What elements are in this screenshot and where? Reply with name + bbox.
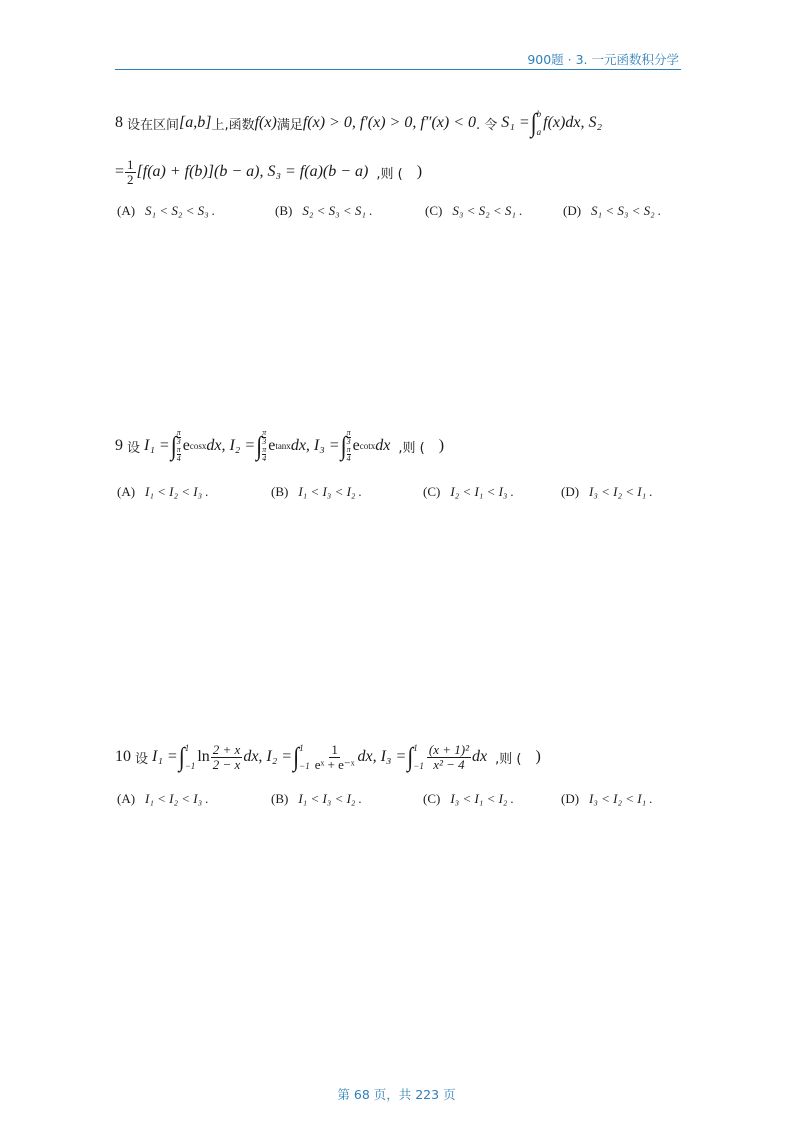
limit-den: 4 [262, 454, 267, 463]
q10-i2-tail: dx, I₃ = [357, 748, 407, 765]
q8-line-2 [115, 155, 422, 189]
integral-sign-icon: ∫ [178, 741, 185, 772]
limit-upper: 1 [184, 743, 190, 753]
q8-integral-limits [537, 109, 542, 137]
q10-options [115, 791, 695, 811]
q9-limits-2 [262, 429, 266, 463]
q8-integral [531, 109, 543, 137]
option-text: S₁ < S₂ < S₃ . [145, 203, 216, 218]
q10-limits-3 [413, 743, 424, 771]
q8-option-c[interactable] [425, 203, 522, 219]
limit-num: π [262, 428, 267, 437]
q9-i2-e: e [268, 437, 276, 454]
q10-ln: ln [197, 748, 210, 765]
q9-lower-1 [177, 446, 181, 463]
integral-sign-icon: ∫ [530, 107, 537, 138]
q10-intro: 设 [135, 751, 149, 767]
q9-integral-3 [341, 429, 352, 463]
q9-i2-tail: dx, I₃ = [290, 437, 340, 454]
q8-lower-limit: a [536, 127, 542, 137]
q9-option-a[interactable] [117, 484, 209, 500]
q9-option-b[interactable] [271, 484, 362, 500]
option-label: (D) [561, 791, 580, 806]
q10-i1: I₁ = [152, 748, 178, 765]
q10-i3-fraction [427, 743, 471, 772]
q10-number: 10 [115, 748, 131, 765]
q8-satisfy: 满足 [276, 117, 303, 133]
q9-i2-exp: tanx [275, 441, 291, 451]
integral-sign-icon: ∫ [340, 430, 347, 461]
header-title: 900题 · 3. 一元函数积分学 [527, 52, 679, 67]
q8-frac-denominator: 2 [127, 171, 134, 187]
q9-intro: 设 [127, 440, 141, 456]
q9-i1-e: e [182, 437, 190, 454]
option-text: I₁ < I₂ < I₃ . [145, 484, 209, 499]
option-text: I₁ < I₂ < I₃ . [145, 791, 209, 806]
limit-lower: −1 [413, 761, 424, 771]
q8-option-a[interactable] [117, 203, 215, 219]
frac-numerator: 1 [331, 741, 338, 757]
limit-lower: −1 [299, 761, 310, 771]
frac-denominator: 2 − x [212, 756, 241, 772]
limit-den: 4 [346, 454, 351, 463]
q8-tail-close: ) [416, 163, 423, 180]
limit-den: 4 [176, 454, 181, 463]
q8-upper-limit: b [536, 109, 542, 119]
q9-upper-2 [262, 429, 266, 446]
q9-upper-1 [177, 429, 181, 446]
limit-den: 3 [262, 437, 267, 446]
q10-integral-1 [179, 743, 197, 771]
option-text: I₁ < I₃ < I₂ . [298, 484, 362, 499]
q9-i3-exp: cotx [359, 441, 376, 451]
q8-line2-body: [f(a) + f(b)](b − a), S₃ = f(a)(b − a) [136, 163, 369, 180]
integral-sign-icon: ∫ [170, 430, 177, 461]
q9-tail: ,则 ( [398, 440, 425, 456]
q8-frac-numerator: 1 [127, 156, 134, 172]
q8-let: . 令 [476, 117, 498, 133]
q10-line-1 [115, 737, 541, 777]
q9-limits-1 [177, 429, 181, 463]
q9-i3-e: e [352, 437, 360, 454]
q10-integral-2 [293, 743, 311, 771]
q9-i3-tail: dx [375, 437, 391, 454]
option-label: (A) [117, 203, 136, 218]
option-label: (C) [423, 791, 441, 806]
limit-num: π [176, 428, 181, 437]
page-number: 第 68 页，共 223 页 [337, 1087, 456, 1102]
q8-s1: S₁ = [501, 114, 530, 131]
q8-option-b[interactable] [275, 203, 372, 219]
page-header [115, 50, 681, 70]
limit-num: π [262, 445, 267, 454]
frac-denominator: eˣ + e⁻ˣ [314, 756, 355, 772]
option-label: (D) [561, 484, 580, 499]
q9-option-d[interactable] [561, 484, 653, 500]
limit-upper: 1 [299, 743, 304, 753]
limit-num: π [176, 445, 181, 454]
option-label: (C) [425, 203, 443, 218]
q9-line-1 [115, 424, 444, 468]
q9-tail-close: ) [438, 437, 445, 454]
frac-numerator: 2 + x [212, 741, 241, 757]
q9-option-c[interactable] [423, 484, 514, 500]
option-text: I₃ < I₂ < I₁ . [589, 791, 653, 806]
option-text: I₃ < I₂ < I₁ . [589, 484, 653, 499]
limit-den: 3 [346, 437, 351, 446]
limit-den: 3 [176, 437, 181, 446]
option-label: (A) [117, 791, 136, 806]
q9-i1-exp: cosx [189, 441, 207, 451]
q10-limits-1 [185, 743, 196, 771]
q8-f: f(x) [254, 114, 277, 131]
q9-lower-3 [347, 446, 351, 463]
option-label: (D) [563, 203, 582, 218]
q8-eq: = [115, 163, 125, 180]
q9-limits-3 [347, 429, 351, 463]
integral-sign-icon: ∫ [407, 741, 414, 772]
q9-integral-2 [256, 429, 267, 463]
q10-option-c[interactable] [423, 791, 514, 807]
option-text: S₃ < S₂ < S₁ . [452, 203, 523, 218]
limit-upper: 1 [413, 743, 418, 753]
q10-option-b[interactable] [271, 791, 362, 807]
q10-tail-close: ) [535, 748, 541, 765]
q10-tail: ,则 ( [495, 751, 522, 767]
q9-integral-1 [171, 429, 182, 463]
q8-line-1 [115, 107, 603, 138]
page-footer [0, 1085, 793, 1103]
option-label: (B) [275, 203, 293, 218]
q8-options [115, 203, 695, 223]
integral-sign-icon: ∫ [293, 741, 300, 772]
option-label: (B) [271, 484, 289, 499]
q8-s1-body: f(x)dx, S₂ [543, 114, 603, 131]
q8-option-d[interactable] [563, 203, 661, 219]
q10-limits-2 [299, 743, 310, 771]
q10-integral-3 [407, 743, 425, 771]
limit-lower: −1 [184, 761, 196, 771]
q8-number: 8 [115, 114, 123, 131]
q10-i1-tail: dx, I₂ = [243, 748, 293, 765]
q9-lower-2 [262, 446, 266, 463]
q9-options [115, 484, 695, 504]
q8-intro: 设在区间 [127, 117, 180, 133]
option-label: (B) [271, 791, 289, 806]
q10-option-a[interactable] [117, 791, 209, 807]
option-label: (A) [117, 484, 136, 499]
limit-num: π [346, 428, 351, 437]
option-text: S₁ < S₃ < S₂ . [591, 203, 662, 218]
q10-option-d[interactable] [561, 791, 653, 807]
q8-condition: f(x) > 0, f′(x) > 0, f″(x) < 0 [302, 114, 476, 131]
frac-numerator: (x + 1)² [428, 741, 469, 757]
option-text: S₂ < S₃ < S₁ . [302, 203, 373, 218]
limit-num: π [346, 445, 351, 454]
q8-on: 上,函数 [211, 117, 255, 133]
option-text: I₃ < I₁ < I₂ . [450, 791, 514, 806]
q10-i2-fraction [313, 743, 357, 772]
option-text: I₁ < I₃ < I₂ . [298, 791, 362, 806]
q10-i1-fraction [211, 743, 243, 772]
q9-number: 9 [115, 437, 123, 454]
q8-interval: [a,b] [179, 114, 212, 131]
option-text: I₂ < I₁ < I₃ . [450, 484, 514, 499]
q10-i3-tail: dx [471, 748, 488, 765]
integral-sign-icon: ∫ [256, 430, 263, 461]
option-label: (C) [423, 484, 441, 499]
q9-upper-3 [347, 429, 351, 446]
q8-tail: ,则 ( [376, 166, 403, 182]
frac-denominator: x² − 4 [433, 756, 465, 772]
q9-i1: I₁ = [144, 437, 170, 454]
q9-i1-tail: dx, I₂ = [206, 437, 256, 454]
q8-half-fraction [125, 158, 136, 187]
